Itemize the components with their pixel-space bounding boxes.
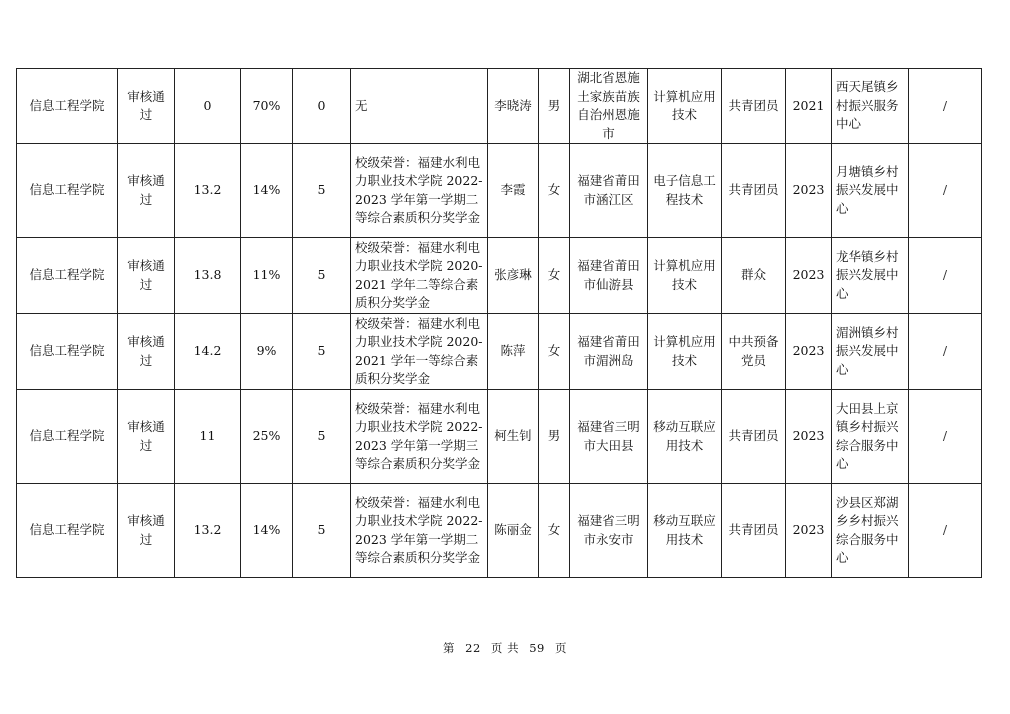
cell-political: 中共预备党员 [722, 314, 786, 390]
cell-major: 电子信息工程技术 [648, 144, 722, 238]
cell-remark: / [909, 144, 982, 238]
cell-gender: 女 [539, 314, 570, 390]
cell-status: 审核通过 [118, 238, 175, 314]
cell-remark: / [909, 69, 982, 144]
cell-name: 陈丽金 [488, 484, 539, 578]
cell-year: 2021 [786, 69, 832, 144]
cell-origin: 福建省三明市大田县 [570, 390, 648, 484]
cell-major: 计算机应用技术 [648, 69, 722, 144]
cell-remark: / [909, 390, 982, 484]
cell-score: 13.8 [175, 238, 241, 314]
cell-name: 柯生钊 [488, 390, 539, 484]
cell-year: 2023 [786, 238, 832, 314]
cell-status: 审核通过 [118, 144, 175, 238]
cell-score: 13.2 [175, 144, 241, 238]
cell-name: 李霞 [488, 144, 539, 238]
cell-status: 审核通过 [118, 314, 175, 390]
cell-major: 计算机应用技术 [648, 238, 722, 314]
cell-unit: 龙华镇乡村振兴发展中心 [832, 238, 909, 314]
cell-honors: 校级荣誉：福建水利电力职业技术学院 2020-2021 学年一等综合素质积分奖学金 [351, 314, 488, 390]
cell-unit: 沙县区郑湖乡乡村振兴综合服务中心 [832, 484, 909, 578]
cell-points: 5 [293, 390, 351, 484]
table-row [17, 484, 982, 578]
page-footer [0, 640, 1010, 656]
table-row [17, 69, 982, 144]
cell-remark: / [909, 314, 982, 390]
cell-gender: 女 [539, 144, 570, 238]
cell-political: 共青团员 [722, 69, 786, 144]
cell-unit: 湄洲镇乡村振兴发展中心 [832, 314, 909, 390]
cell-major: 移动互联应用技术 [648, 484, 722, 578]
candidate-table [16, 68, 982, 578]
cell-name: 张彦琳 [488, 238, 539, 314]
cell-gender: 女 [539, 484, 570, 578]
cell-honors: 校级荣誉：福建水利电力职业技术学院 2022-2023 学年第一学期三等综合素质积分奖学金 [351, 390, 488, 484]
cell-year: 2023 [786, 314, 832, 390]
cell-gender: 男 [539, 390, 570, 484]
cell-points: 0 [293, 69, 351, 144]
footer-prefix: 第 [442, 641, 455, 655]
cell-unit: 西天尾镇乡村振兴服务中心 [832, 69, 909, 144]
table-row [17, 144, 982, 238]
cell-origin: 福建省莆田市湄洲岛 [570, 314, 648, 390]
cell-gender: 女 [539, 238, 570, 314]
cell-honors: 校级荣誉：福建水利电力职业技术学院 2022-2023 学年第一学期二等综合素质积分奖学金 [351, 484, 488, 578]
cell-status: 审核通过 [118, 69, 175, 144]
cell-honors: 无 [351, 69, 488, 144]
cell-ranking: 9% [241, 314, 293, 390]
cell-name: 李晓涛 [488, 69, 539, 144]
cell-unit: 大田县上京镇乡村振兴综合服务中心 [832, 390, 909, 484]
cell-gender: 男 [539, 69, 570, 144]
cell-score: 0 [175, 69, 241, 144]
footer-suffix: 页 [555, 641, 568, 655]
table-row [17, 314, 982, 390]
cell-points: 5 [293, 314, 351, 390]
cell-political: 共青团员 [722, 144, 786, 238]
table-body [17, 69, 982, 578]
cell-ranking: 14% [241, 484, 293, 578]
cell-ranking: 70% [241, 69, 293, 144]
cell-year: 2023 [786, 390, 832, 484]
cell-honors: 校级荣誉：福建水利电力职业技术学院 2022-2023 学年第一学期二等综合素质积分奖学金 [351, 144, 488, 238]
cell-political: 共青团员 [722, 484, 786, 578]
table-row [17, 390, 982, 484]
cell-score: 11 [175, 390, 241, 484]
cell-origin: 湖北省恩施土家族苗族自治州恩施市 [570, 69, 648, 144]
cell-origin: 福建省三明市永安市 [570, 484, 648, 578]
cell-ranking: 14% [241, 144, 293, 238]
cell-college: 信息工程学院 [17, 314, 118, 390]
cell-college: 信息工程学院 [17, 238, 118, 314]
cell-name: 陈萍 [488, 314, 539, 390]
table-row [17, 238, 982, 314]
cell-status: 审核通过 [118, 390, 175, 484]
footer-middle: 页 共 [490, 641, 520, 655]
cell-score: 13.2 [175, 484, 241, 578]
cell-points: 5 [293, 144, 351, 238]
cell-score: 14.2 [175, 314, 241, 390]
cell-honors: 校级荣誉：福建水利电力职业技术学院 2020-2021 学年二等综合素质积分奖学金 [351, 238, 488, 314]
total-page-number: 59 [529, 641, 545, 655]
cell-points: 5 [293, 484, 351, 578]
cell-remark: / [909, 238, 982, 314]
cell-political: 共青团员 [722, 390, 786, 484]
cell-unit: 月塘镇乡村振兴发展中心 [832, 144, 909, 238]
current-page-number: 22 [465, 641, 481, 655]
cell-points: 5 [293, 238, 351, 314]
cell-year: 2023 [786, 484, 832, 578]
cell-college: 信息工程学院 [17, 144, 118, 238]
cell-origin: 福建省莆田市仙游县 [570, 238, 648, 314]
cell-college: 信息工程学院 [17, 484, 118, 578]
cell-major: 移动互联应用技术 [648, 390, 722, 484]
cell-political: 群众 [722, 238, 786, 314]
cell-remark: / [909, 484, 982, 578]
cell-ranking: 25% [241, 390, 293, 484]
cell-origin: 福建省莆田市涵江区 [570, 144, 648, 238]
cell-status: 审核通过 [118, 484, 175, 578]
cell-college: 信息工程学院 [17, 69, 118, 144]
cell-ranking: 11% [241, 238, 293, 314]
cell-major: 计算机应用技术 [648, 314, 722, 390]
cell-college: 信息工程学院 [17, 390, 118, 484]
cell-year: 2023 [786, 144, 832, 238]
